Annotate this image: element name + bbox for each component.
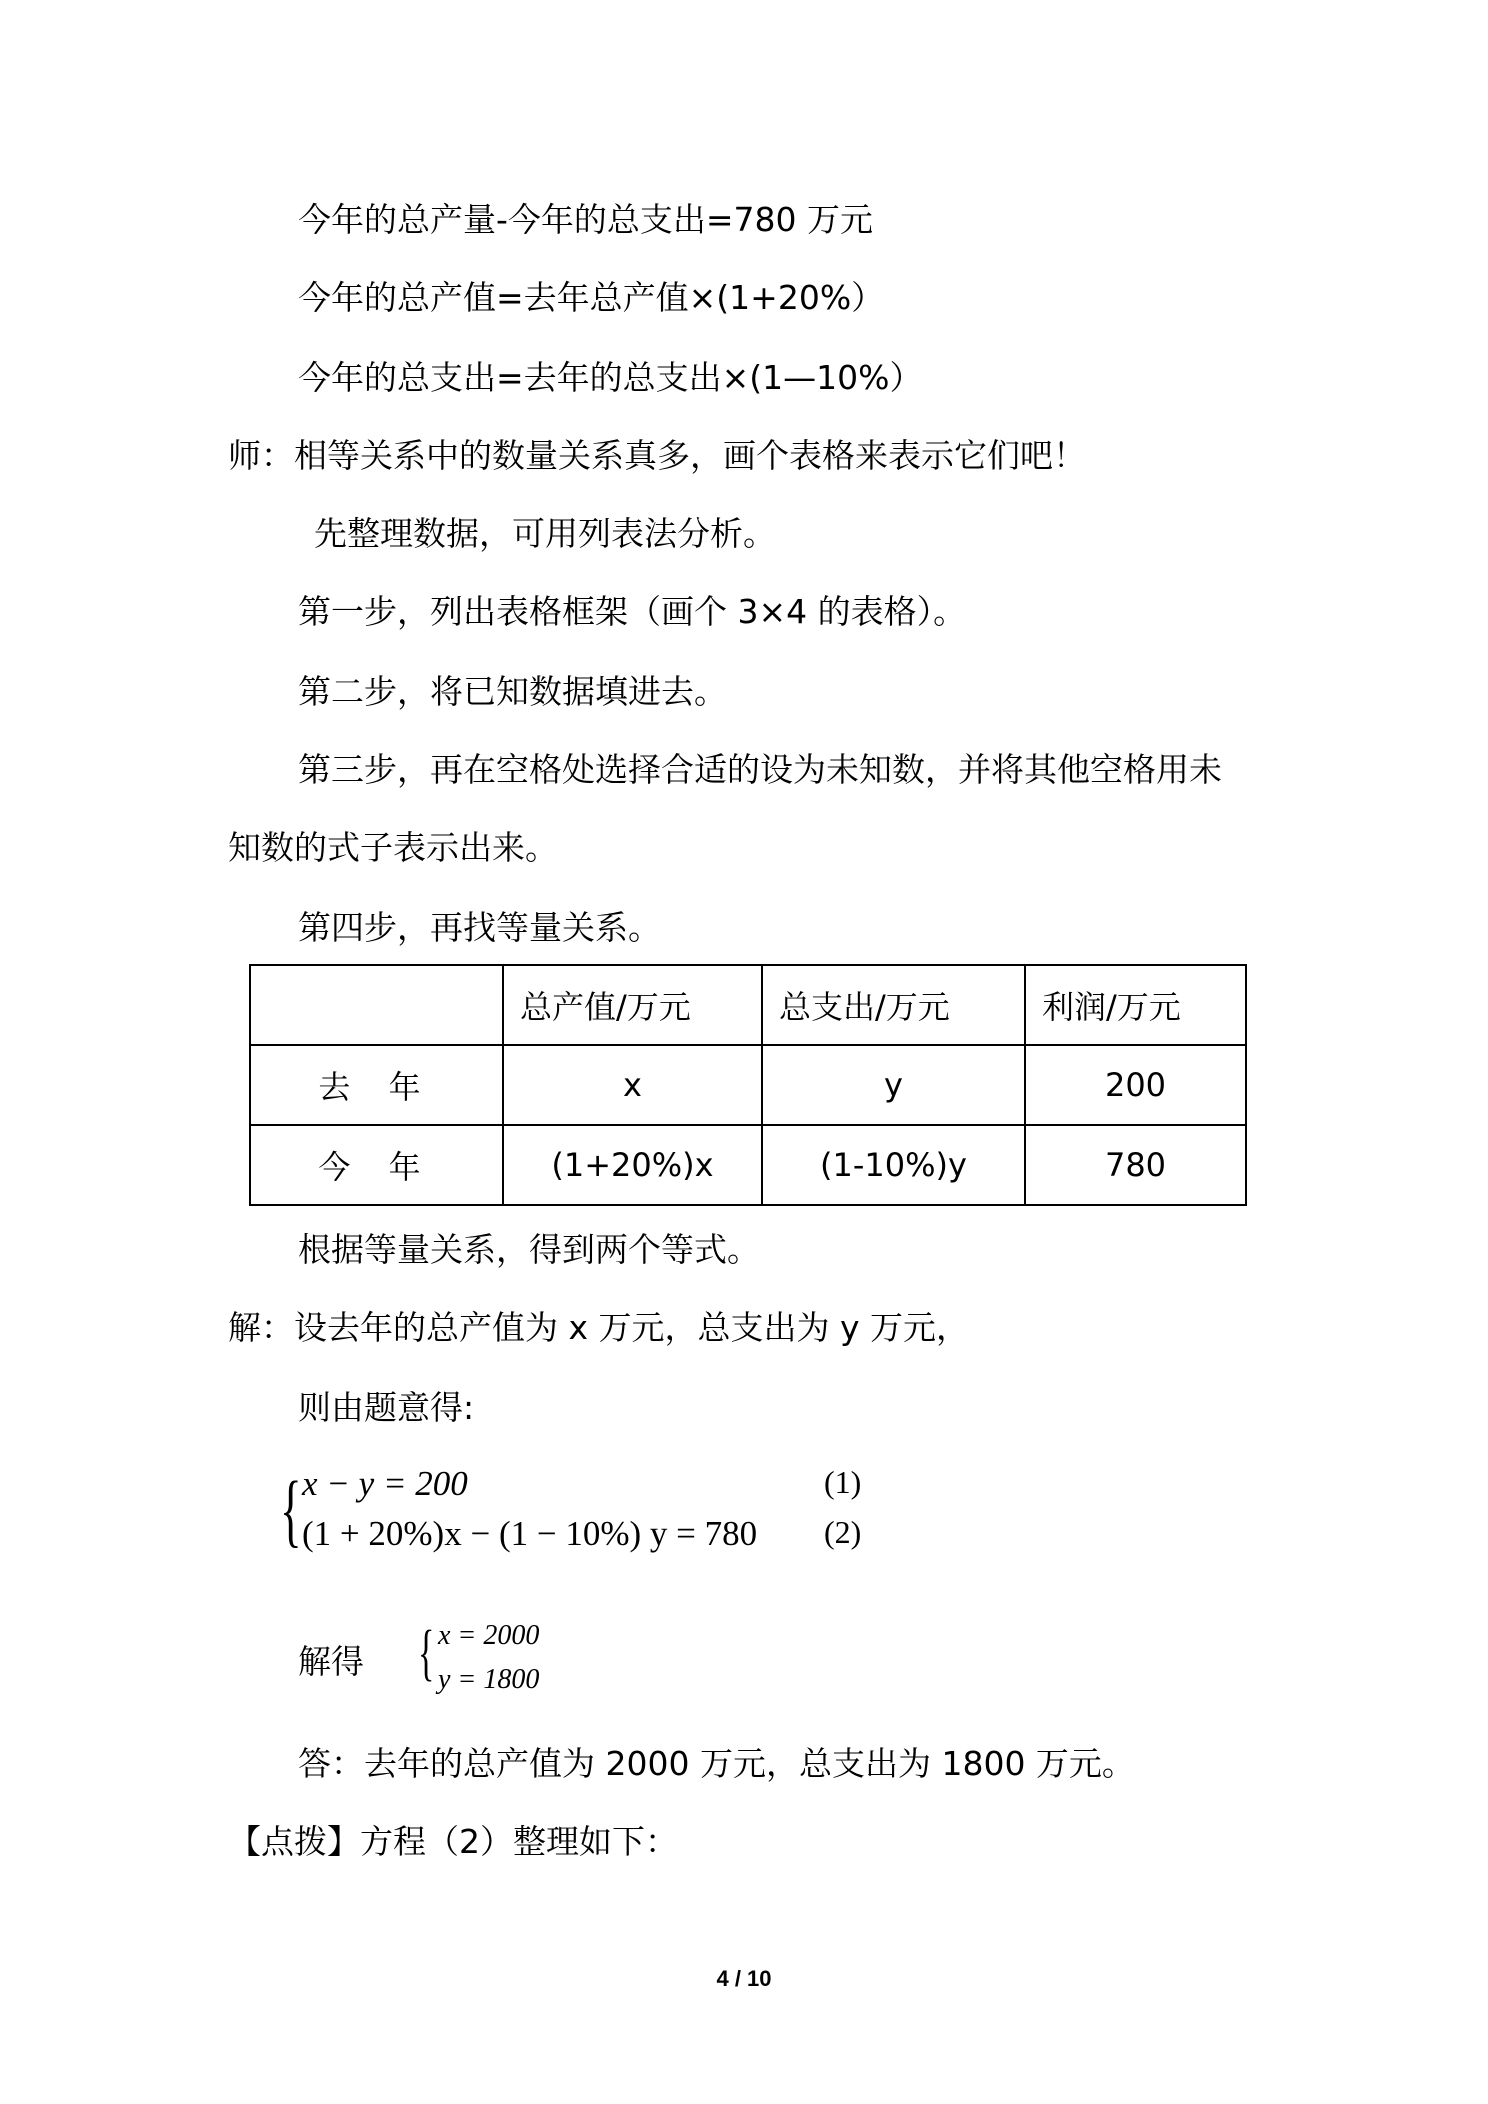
solution-y: y = 1800 — [438, 1664, 540, 1695]
answer-line: 答：去年的总产值为 2000 万元，总支出为 1800 万元。 — [298, 1744, 1135, 1783]
table-cell: 今 年 — [250, 1125, 503, 1205]
solution-x: x = 2000 — [438, 1620, 540, 1651]
table-cell: y — [762, 1045, 1025, 1125]
step-3-cont: 知数的式子表示出来。 — [228, 828, 558, 867]
solution-line: 解：设去年的总产值为 x 万元，总支出为 y 万元， — [228, 1308, 970, 1347]
table-cell: 780 — [1025, 1125, 1246, 1205]
line-2: 今年的总产值=去年总产值×(1+20%） — [298, 278, 885, 317]
equation-2-number: (2) — [824, 1514, 862, 1550]
teacher-line: 师：相等关系中的数量关系真多，画个表格来表示它们吧！ — [228, 436, 1086, 475]
page-number: 4 / 10 — [716, 1966, 772, 1991]
step-1: 第一步，列出表格框架（画个 3×4 的表格）。 — [298, 592, 967, 631]
table-cell: 去 年 — [250, 1045, 503, 1125]
left-brace: { — [280, 1464, 302, 1555]
table-header-cell: 利润/万元 — [1025, 965, 1246, 1045]
step-2: 第二步，将已知数据填进去。 — [298, 672, 727, 711]
table-header-cell: 总支出/万元 — [762, 965, 1025, 1045]
data-table — [249, 964, 1247, 1206]
hint-line: 【点拨】方程（2）整理如下： — [228, 1822, 678, 1861]
line-5: 先整理数据，可用列表法分析。 — [314, 514, 776, 553]
table-cell: (1-10%)y — [762, 1125, 1025, 1205]
equation-1: x − y = 200 — [302, 1464, 468, 1503]
table-cell: 200 — [1025, 1045, 1246, 1125]
equation-1-number: (1) — [824, 1464, 862, 1500]
table-header-cell — [250, 965, 503, 1045]
line-3: 今年的总支出=去年的总支出×(1—10%） — [298, 358, 923, 397]
table-header-cell: 总产值/万元 — [503, 965, 762, 1045]
equation-2: (1 + 20%)x − (1 − 10%) y = 780 — [302, 1514, 758, 1553]
table-cell: (1+20%)x — [503, 1125, 762, 1205]
solution-brace: { — [418, 1619, 435, 1687]
table-cell: x — [503, 1045, 762, 1125]
solve-label: 解得 — [298, 1642, 364, 1681]
line-13: 则由题意得: — [298, 1388, 475, 1427]
table-row — [250, 1125, 1246, 1205]
table-row — [250, 1045, 1246, 1125]
step-4: 第四步，再找等量关系。 — [298, 908, 661, 947]
line-1: 今年的总产量-今年的总支出=780 万元 — [298, 200, 874, 239]
table-header-row — [250, 965, 1246, 1045]
line-11: 根据等量关系，得到两个等式。 — [298, 1230, 760, 1269]
step-3: 第三步，再在空格处选择合适的设为未知数，并将其他空格用未 — [298, 750, 1222, 789]
